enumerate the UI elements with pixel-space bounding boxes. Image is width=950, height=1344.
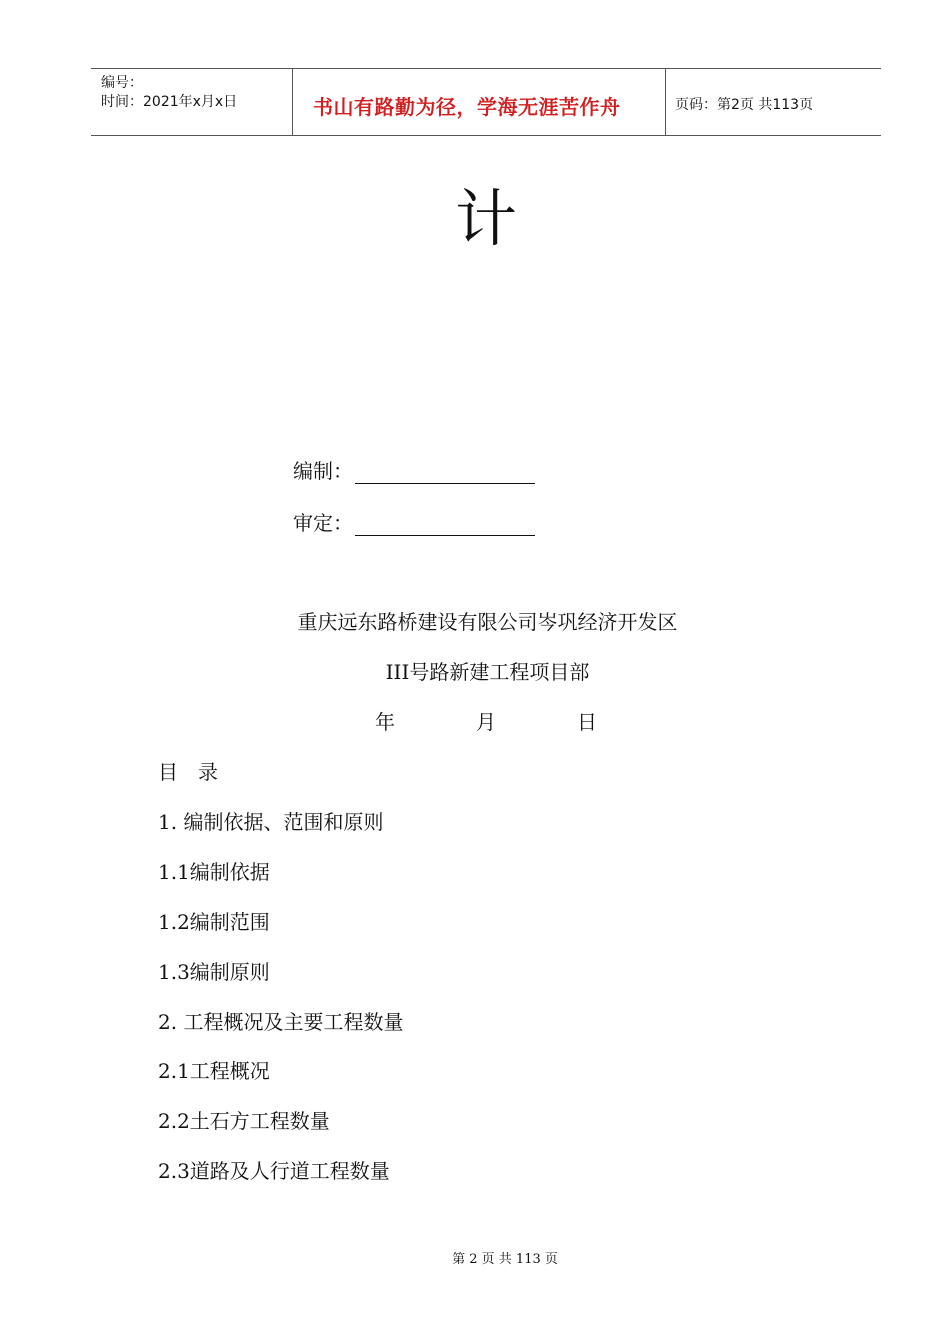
reviewer-signature-line — [355, 515, 535, 536]
toc-item: 2.1工程概况 — [158, 1059, 270, 1083]
header-motto: 书山有路勤为径，学海无涯苦作舟 — [313, 95, 621, 119]
reviewer-row — [293, 507, 535, 536]
compiler-signature-line — [355, 463, 535, 484]
org-line-1: 重庆远东路桥建设有限公司岑巩经济开发区 — [297, 610, 678, 634]
header-left-cell — [91, 69, 293, 135]
toc-item: 1.1编制依据 — [158, 860, 270, 884]
header-right-cell — [666, 69, 881, 135]
toc-item: 2. 工程概况及主要工程数量 — [158, 1010, 404, 1034]
date-year: 年 — [375, 710, 395, 734]
toc-item: 2.3道路及人行道工程数量 — [158, 1159, 390, 1183]
page-header — [91, 68, 881, 136]
compiler-row — [293, 455, 535, 484]
toc-item: 1. 编制依据、范围和原则 — [158, 810, 384, 834]
toc-heading: 目 录 — [158, 760, 218, 784]
date-month: 月 — [476, 710, 496, 734]
toc-item: 1.3编制原则 — [158, 960, 270, 984]
serial-label: 编号： — [101, 75, 143, 91]
toc-item: 1.2编制范围 — [158, 910, 270, 934]
date-day: 日 — [577, 710, 597, 734]
header-middle-cell — [293, 69, 666, 135]
page-footer: 第 2 页 共 113 页 — [452, 1252, 558, 1267]
toc-item: 2.2土石方工程数量 — [158, 1109, 330, 1133]
time-label: 时间：2021年x月x日 — [101, 94, 238, 110]
org-line-2: III号路新建工程项目部 — [385, 660, 590, 684]
reviewer-label: 审定： — [293, 511, 353, 535]
title-character: 计 — [455, 182, 518, 255]
header-page-info: 页码：第2页 共113页 — [675, 97, 814, 113]
compiler-label: 编制： — [293, 459, 353, 483]
